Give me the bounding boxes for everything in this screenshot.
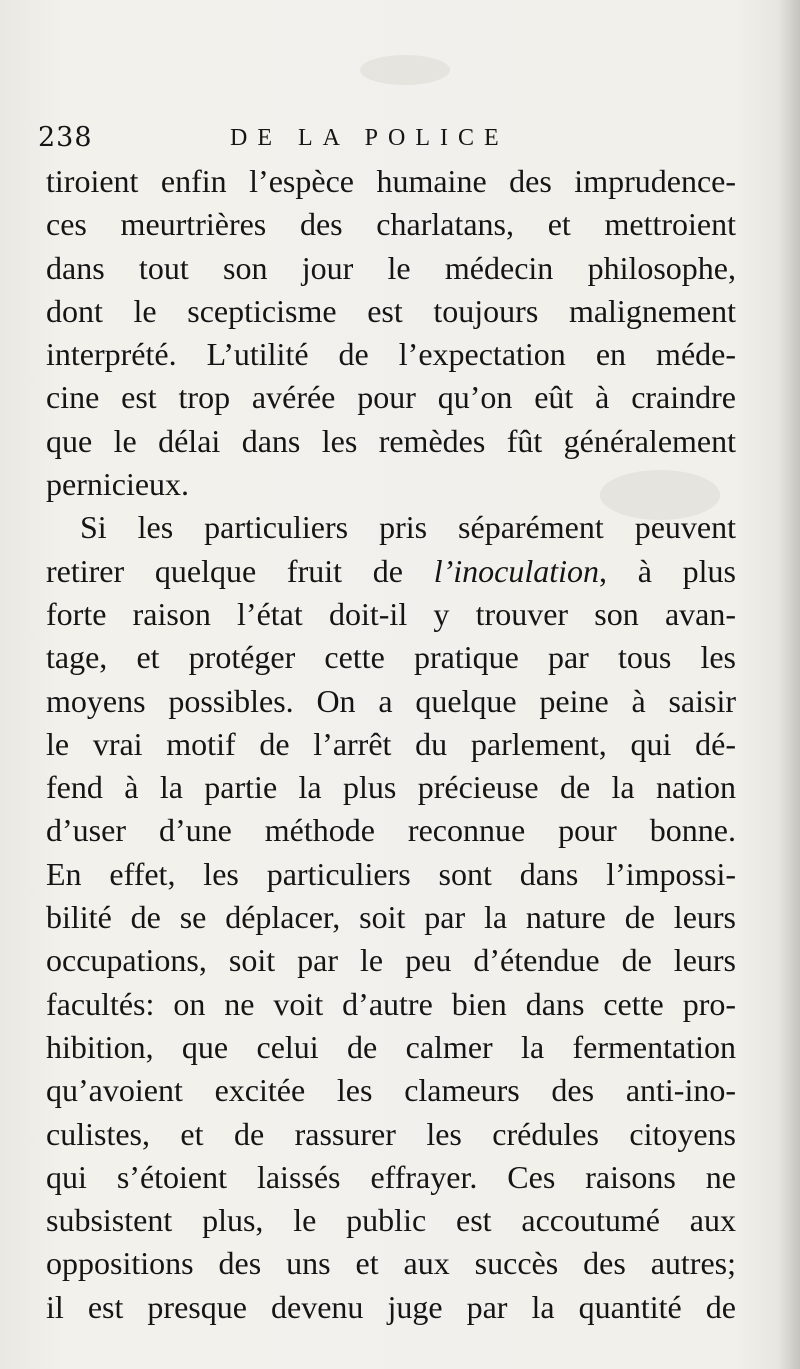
text-line: culistes, et de rassurer les crédules citoyens	[46, 1115, 736, 1152]
text-line: qu’avoient excitée les clameurs des anti-ino-	[46, 1072, 736, 1109]
text-line: facultés: on ne voit d’autre bien dans cette pro-	[46, 985, 736, 1022]
text-line: Si les particuliers pris séparément peuvent	[80, 509, 736, 546]
page-header	[38, 118, 768, 158]
text-line: oppositions des uns et aux succès des autres;	[46, 1245, 736, 1282]
page-number: 238	[38, 122, 93, 153]
text-line: dans tout son jour le médecin philosophe,	[46, 249, 736, 286]
text-line: cine est trop avérée pour qu’on eût à craindre	[46, 379, 736, 416]
text-line: subsistent plus, le public est accoutumé aux	[46, 1202, 736, 1239]
text-line: bilité de se déplacer, soit par la nature de leurs	[46, 899, 736, 936]
text-line: moyens possibles. On a quelque peine à saisir	[46, 682, 736, 719]
text-line: tiroient enfin l’espèce humaine des imprudence-	[46, 163, 736, 199]
text-line: tage, et protéger cette pratique par tous les	[46, 639, 736, 676]
body-text	[46, 160, 736, 1329]
text-line: qui s’étoient laissés effrayer. Ces raisons ne	[46, 1158, 736, 1195]
text-line: forte raison l’état doit-il y trouver son avan-	[46, 595, 736, 632]
text-line: hibition, que celui de calmer la fermentation	[46, 1028, 736, 1065]
text-line: le vrai motif de l’arrêt du parlement, qui dé-	[46, 725, 736, 762]
text-line: En effet, les particuliers sont dans l’impossi-	[46, 855, 736, 892]
text-line: d’user d’une méthode reconnue pour bonne.	[46, 812, 736, 849]
text-segment: retirer quelque fruit de	[46, 552, 403, 589]
text-segment: , à plus	[599, 552, 737, 589]
text-line: fend à la partie la plus précieuse de la nation	[46, 769, 736, 806]
running-title: DE LA POLICE	[230, 125, 509, 151]
page-edge-shadow	[778, 0, 800, 1369]
text-line: pernicieux.	[46, 466, 190, 503]
text-line: occupations, soit par le peu d’étendue de leurs	[46, 942, 736, 979]
text-line: interprété. L’utilité de l’expectation en méde-	[46, 336, 736, 373]
text-line: dont le scepticisme est toujours malignement	[46, 292, 736, 329]
paper-stain	[360, 55, 450, 85]
text-line: ces meurtrières des charlatans, et mettroient	[46, 206, 736, 243]
text-line: que le délai dans les remèdes fût généralement	[46, 422, 736, 459]
text-line: il est presque devenu juge par la quantité de	[46, 1288, 736, 1325]
italic-term: l’inoculation	[433, 552, 599, 589]
text-line-with-italic	[46, 550, 736, 593]
